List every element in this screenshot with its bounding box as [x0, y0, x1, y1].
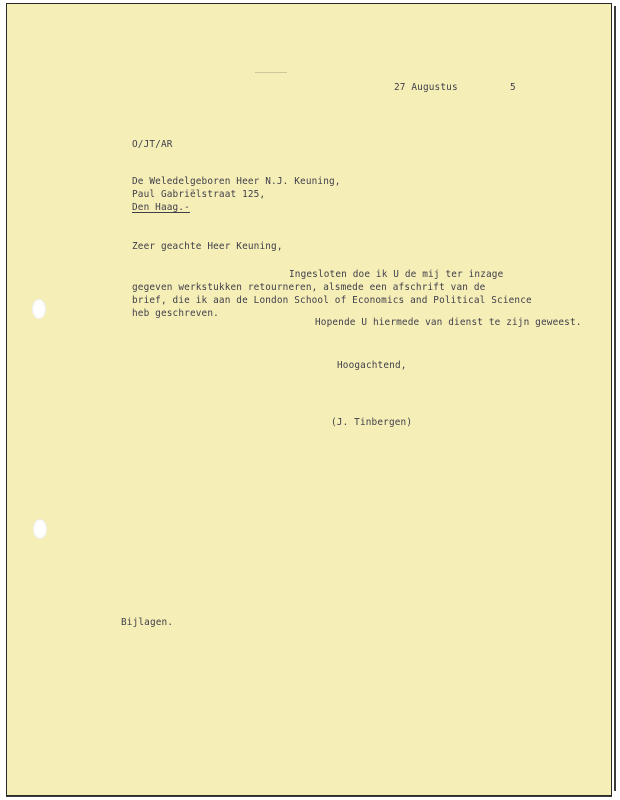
body-line-4: heb geschreven.	[132, 308, 219, 319]
page-number: 5	[510, 82, 516, 93]
salutation: Zeer geachte Heer Keuning,	[132, 241, 283, 252]
letter-page	[6, 3, 612, 796]
scan-frame-edge	[614, 6, 616, 791]
closing-line: Hopende U hiermede van dienst te zijn geweest.	[315, 317, 582, 328]
recipient-name: De Weledelgeboren Heer N.J. Keuning,	[132, 176, 341, 187]
signature-block: (J. Tinbergen)	[331, 417, 413, 428]
recipient-city: Den Haag.-	[132, 202, 190, 213]
complimentary-close: Hoogachtend,	[337, 360, 407, 371]
recipient-street: Paul Gabriëlstraat 125,	[132, 189, 266, 200]
body-line-2: gegeven werkstukken retourneren, alsmede een afschrift van de	[132, 282, 486, 293]
punch-hole-top	[32, 299, 46, 319]
letter-date: 27 Augustus	[394, 82, 458, 93]
body-line-1: Ingesloten doe ik U de mij ter inzage	[289, 269, 504, 280]
punch-hole-bottom	[33, 519, 47, 539]
body-line-3: brief, die ik aan de London School of Economics and Political Science	[132, 295, 532, 306]
scan-frame-bottom	[6, 796, 612, 797]
reference-code: O/JT/AR	[132, 139, 173, 150]
pencil-mark	[255, 72, 287, 73]
enclosures-note: Bijlagen.	[121, 617, 174, 628]
